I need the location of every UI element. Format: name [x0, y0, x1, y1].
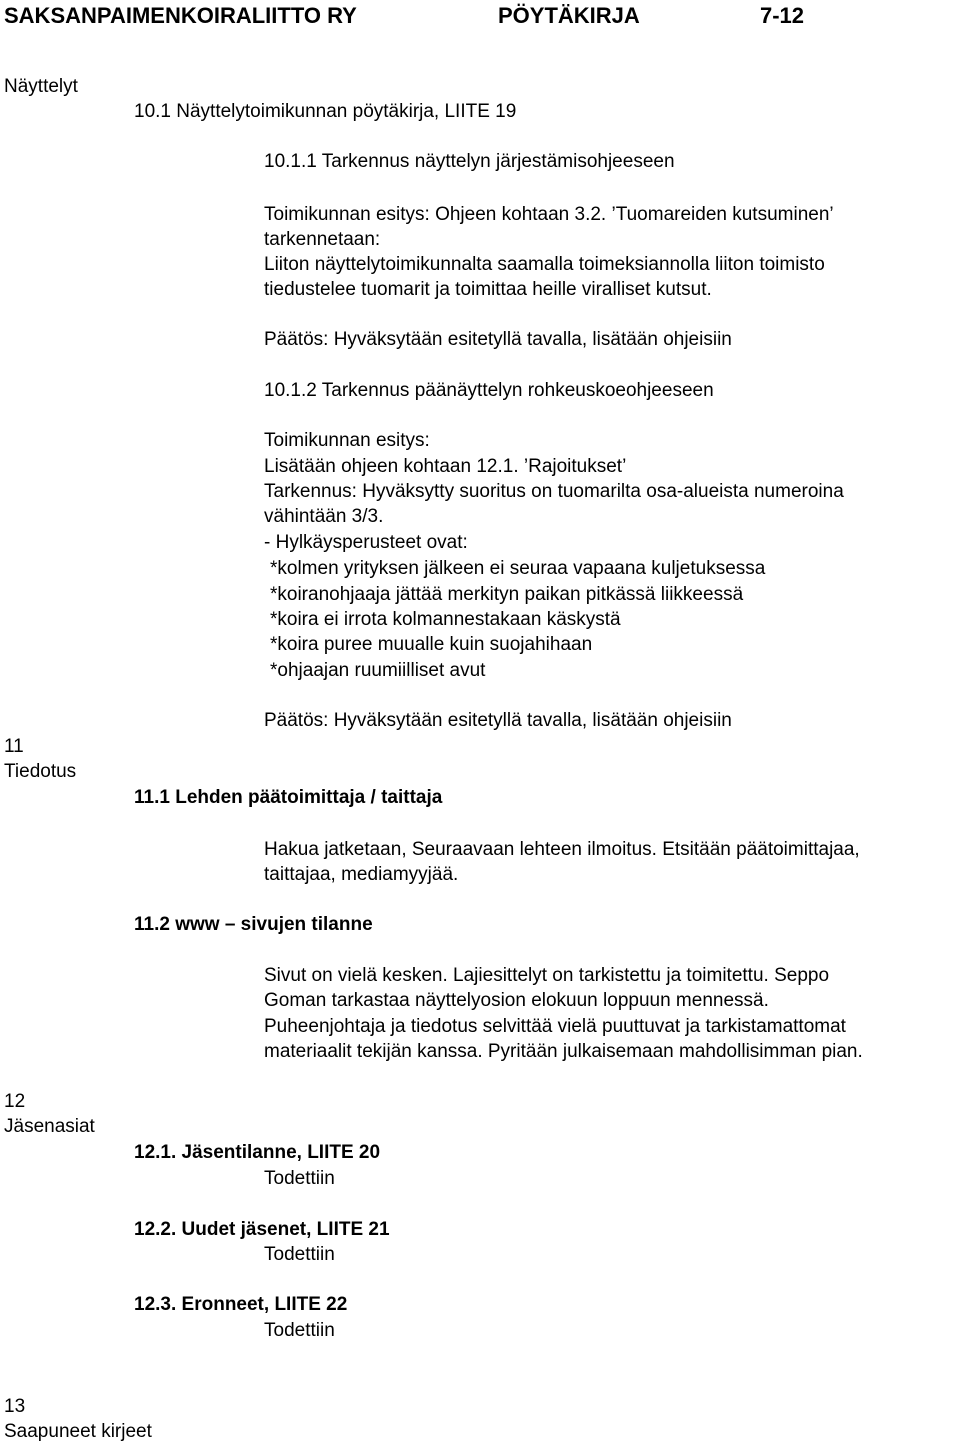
decision-10-1-2: Päätös: Hyväksytään esitetyllä tavalla, lisätään ohjeisiin — [264, 710, 732, 731]
heading-12-1: 12.1. Jäsentilanne, LIITE 20 — [134, 1142, 381, 1163]
paragraph-line: tarkennetaan: — [264, 229, 381, 250]
rejection-criterion: *koira ei irrota kolmannestakaan käskystä — [270, 609, 621, 630]
page-number: 7-12 — [760, 3, 805, 28]
heading-10-1-1: 10.1.1 Tarkennus näyttelyn järjestämisohjeeseen — [264, 151, 675, 172]
paragraph-line: Toimikunnan esitys: Ohjeen kohtaan 3.2. ’Tuomareiden kutsuminen’ — [264, 204, 834, 225]
document-type: PÖYTÄKIRJA — [498, 3, 640, 28]
paragraph-line: Goman tarkastaa näyttelyosion elokuun loppuun mennessä. — [264, 990, 769, 1011]
paragraph-line: Tarkennus: Hyväksytty suoritus on tuomarilta osa-alueista numeroina — [264, 481, 844, 502]
heading-10-1: 10.1 Näyttelytoimikunnan pöytäkirja, LIITE 19 — [134, 101, 517, 122]
section-number-11: 11 — [4, 736, 24, 757]
decision-10-1-1: Päätös: Hyväksytään esitetyllä tavalla, lisätään ohjeisiin — [264, 329, 732, 350]
section-label-saapuneet: Saapuneet kirjeet — [4, 1421, 152, 1442]
note-12-1: Todettiin — [264, 1168, 335, 1189]
paragraph-line: vähintään 3/3. — [264, 506, 384, 527]
org-name: SAKSANPAIMENKOIRALIITTO RY — [4, 3, 357, 28]
rejection-criterion: *ohjaajan ruumiilliset avut — [270, 660, 486, 681]
note-12-2: Todettiin — [264, 1244, 335, 1265]
section-number-13: 13 — [4, 1396, 26, 1417]
note-12-3: Todettiin — [264, 1320, 335, 1341]
paragraph-line: Hakua jatketaan, Seuraavaan lehteen ilmoitus. Etsitään päätoimittajaa, — [264, 839, 860, 860]
heading-12-2: 12.2. Uudet jäsenet, LIITE 21 — [134, 1219, 390, 1240]
heading-12-3: 12.3. Eronneet, LIITE 22 — [134, 1294, 348, 1315]
section-label-jasenasiat: Jäsenasiat — [4, 1116, 95, 1137]
rejection-criterion: *kolmen yrityksen jälkeen ei seuraa vapaana kuljetuksessa — [270, 558, 766, 579]
rejection-criterion: *koira puree muualle kuin suojahihaan — [270, 634, 593, 655]
heading-11-2: 11.2 www – sivujen tilanne — [134, 914, 373, 935]
paragraph-line: - Hylkäysperusteet ovat: — [264, 532, 468, 553]
section-number-12: 12 — [4, 1091, 26, 1112]
paragraph-line: Sivut on vielä kesken. Lajiesittelyt on tarkistettu ja toimitettu. Seppo — [264, 965, 830, 986]
paragraph-line: materiaalit tekijän kanssa. Pyritään julkaisemaan mahdollisimman pian. — [264, 1041, 863, 1062]
paragraph-line: Lisätään ohjeen kohtaan 12.1. ’Rajoitukset’ — [264, 456, 627, 477]
rejection-criterion: *koiranohjaaja jättää merkityn paikan pitkässä liikkeessä — [270, 584, 744, 605]
heading-10-1-2: 10.1.2 Tarkennus päänäyttelyn rohkeuskoeohjeeseen — [264, 380, 714, 401]
section-label-tiedotus: Tiedotus — [4, 761, 77, 782]
paragraph-line: tiedustelee tuomarit ja toimittaa heille viralliset kutsut. — [264, 279, 712, 300]
paragraph-line: Toimikunnan esitys: — [264, 430, 430, 451]
paragraph-line: Liiton näyttelytoimikunnalta saamalla toimeksiannolla liiton toimisto — [264, 254, 825, 275]
section-label-nayttelyt: Näyttelyt — [4, 76, 78, 97]
paragraph-line: Puheenjohtaja ja tiedotus selvittää vielä puuttuvat ja tarkistamattomat — [264, 1016, 846, 1037]
heading-11-1: 11.1 Lehden päätoimittaja / taittaja — [134, 787, 443, 808]
paragraph-line: taittajaa, mediamyyjää. — [264, 864, 459, 885]
